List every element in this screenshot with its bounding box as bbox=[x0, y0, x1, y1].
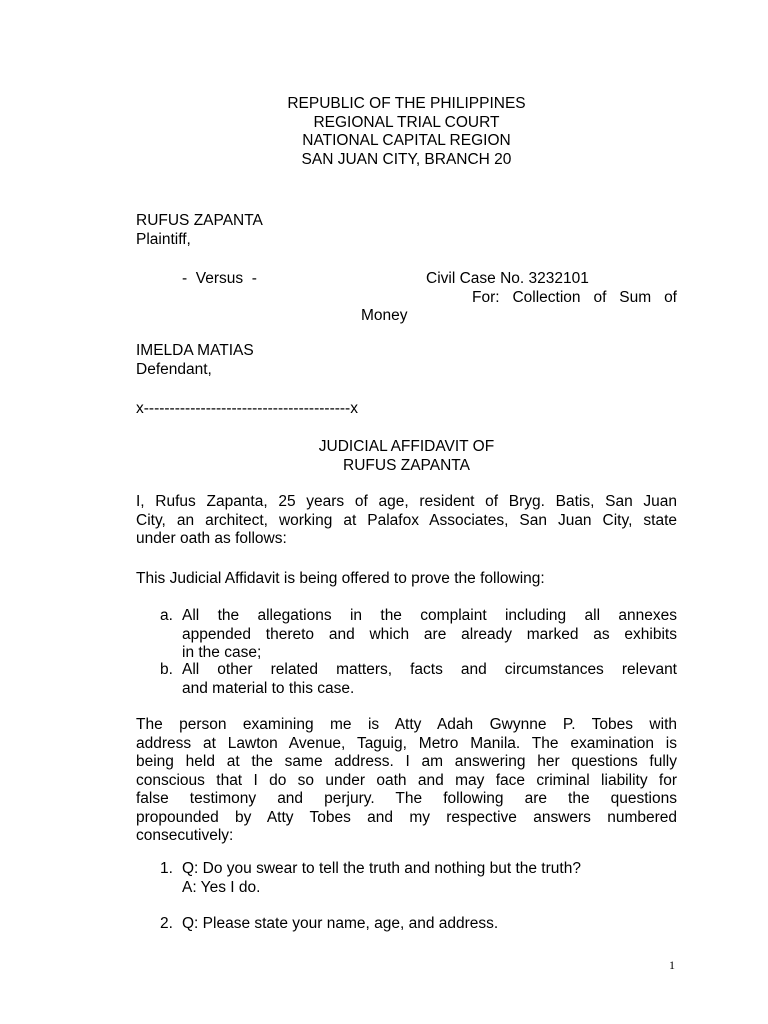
court-header bbox=[136, 95, 677, 169]
list-line: appended thereto and which are already marked as exhibits bbox=[182, 625, 677, 643]
case-nature-cont: Money bbox=[361, 307, 408, 324]
exam-line: conscious that I do so under oath and may face criminal liability for bbox=[136, 771, 677, 789]
page-number: 1 bbox=[669, 958, 675, 972]
header-republic: REPUBLIC OF THE PHILIPPINES bbox=[287, 95, 526, 112]
list-line: All the allegations in the complaint including all annexes bbox=[182, 607, 677, 624]
qa-item bbox=[160, 915, 677, 934]
exam-line: being held at the same address. I am answering her questions fully bbox=[136, 753, 677, 770]
list-item bbox=[160, 661, 677, 698]
affidavit-title bbox=[136, 438, 677, 475]
header-branch: SAN JUAN CITY, BRANCH 20 bbox=[301, 150, 512, 168]
plaintiff-role: Plaintiff, bbox=[136, 231, 191, 248]
intro-line: I, Rufus Zapanta, 25 years of age, resident of Bryg. Batis, San Juan bbox=[136, 493, 677, 510]
exam-line: propounded by Atty Tobes and my respective answers numbered bbox=[136, 808, 677, 826]
intro-paragraph bbox=[136, 493, 677, 549]
list-item bbox=[160, 607, 677, 663]
exam-line: The person examining me is Atty Adah Gwynne P. Tobes with bbox=[136, 716, 677, 733]
caption-separator: x----------------------------------------x bbox=[136, 400, 358, 417]
defendant-role: Defendant, bbox=[136, 361, 212, 378]
exam-line: consecutively: bbox=[136, 827, 234, 844]
title-line-1: JUDICIAL AFFIDAVIT OF bbox=[318, 438, 495, 455]
versus-label: - Versus - bbox=[182, 270, 257, 287]
qa-question: Q: Please state your name, age, and address. bbox=[182, 915, 499, 932]
case-number: Civil Case No. 3232101 bbox=[426, 270, 589, 287]
qa-question: Q: Do you swear to tell the truth and nothing but the truth? bbox=[182, 860, 581, 877]
defendant-name: IMELDA MATIAS bbox=[136, 342, 254, 359]
qa-number: 1. bbox=[160, 860, 173, 877]
qa-answer: A: Yes I do. bbox=[182, 878, 261, 896]
exam-line: address at Lawton Avenue, Taguig, Metro Manila. The examination is bbox=[136, 734, 677, 752]
list-line: and material to this case. bbox=[182, 679, 355, 697]
intro-line: City, an architect, working at Palafox Associates, San Juan City, state bbox=[136, 511, 677, 529]
examination-paragraph bbox=[136, 716, 677, 846]
header-region: NATIONAL CAPITAL REGION bbox=[302, 132, 511, 149]
header-court: REGIONAL TRIAL COURT bbox=[313, 113, 500, 131]
case-nature: For: Collection of Sum of bbox=[472, 289, 677, 306]
qa-number: 2. bbox=[160, 915, 173, 932]
list-marker: a. bbox=[160, 607, 173, 624]
plaintiff-name: RUFUS ZAPANTA bbox=[136, 212, 263, 229]
title-line-2: RUFUS ZAPANTA bbox=[343, 456, 470, 474]
exam-line: false testimony and perjury. The following are the questions bbox=[136, 790, 677, 807]
intro-line: under oath as follows: bbox=[136, 530, 287, 547]
list-line: in the case; bbox=[182, 644, 262, 661]
purpose-statement: This Judicial Affidavit is being offered to prove the following: bbox=[136, 570, 545, 587]
qa-item bbox=[160, 860, 677, 897]
list-line: All other related matters, facts and circumstances relevant bbox=[182, 661, 677, 678]
list-marker: b. bbox=[160, 661, 173, 678]
